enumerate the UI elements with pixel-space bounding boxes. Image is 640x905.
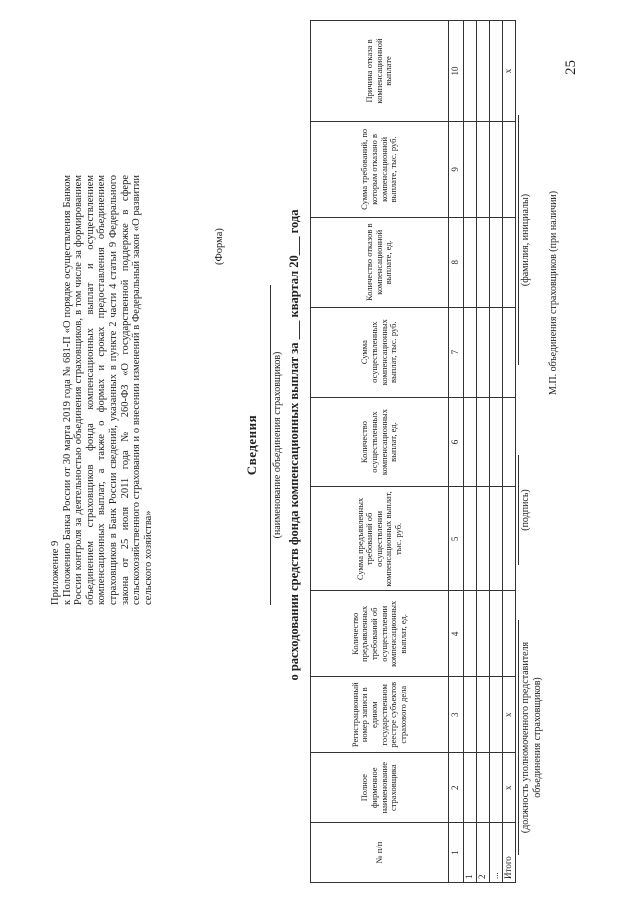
annex-title: Приложение 9 (50, 540, 61, 605)
signature-caption: (подпись) (520, 489, 531, 531)
table-cell (490, 677, 503, 753)
table-cell (464, 677, 477, 753)
table-cell (503, 397, 516, 487)
table-cell (464, 217, 477, 307)
table-cell (490, 591, 503, 677)
table-cell (490, 753, 503, 823)
header-cell: Причина отказа в компенсационной выплате (311, 21, 449, 122)
table-cell (477, 21, 490, 122)
header-cell: Сумма требований, по которым отказано в компенсационной выплате, тыс. руб. (311, 121, 449, 217)
table-row (490, 21, 503, 883)
table-cell (477, 487, 490, 591)
table-cell: 2 (477, 823, 490, 883)
table-cell (477, 753, 490, 823)
table-cell (503, 591, 516, 677)
table-cell: 1 (464, 823, 477, 883)
table-cell (490, 121, 503, 217)
column-number: 4 (449, 591, 464, 677)
annex-block (50, 175, 154, 605)
table-cell (464, 753, 477, 823)
table-cell (464, 121, 477, 217)
signature-line (518, 455, 519, 565)
column-number: 10 (449, 21, 464, 122)
column-number: 8 (449, 217, 464, 307)
column-number: 2 (449, 753, 464, 823)
table-cell (477, 217, 490, 307)
column-number: 7 (449, 307, 464, 397)
header-cell: Регистрационный номер записи в едином государственном реестре субъектов страхового дела (311, 677, 449, 753)
table-cell (503, 487, 516, 591)
table-cell (503, 121, 516, 217)
table-cell (490, 217, 503, 307)
table-cell (490, 397, 503, 487)
table-row (464, 21, 477, 883)
table-cell (490, 487, 503, 591)
table-cell (464, 487, 477, 591)
header-cell: Количество предъявленных требований об осуществлении компенсационных выплат, ед. (311, 591, 449, 677)
table-cell (503, 307, 516, 397)
name-caption: (фамилия, инициалы) (520, 193, 531, 287)
stamp-note: М.П. объединения страховщиков (при наличии) (548, 190, 559, 395)
header-cell: Сумма осуществленных компенсационных выплат, тыс. руб. (311, 307, 449, 397)
column-number: 9 (449, 121, 464, 217)
table-cell (490, 307, 503, 397)
header-cell: Количество отказов в компенсационной выплате, ед. (311, 217, 449, 307)
table-cell (477, 121, 490, 217)
column-number: 6 (449, 397, 464, 487)
table-cell: х (503, 753, 516, 823)
table-cell (464, 397, 477, 487)
report-table (310, 20, 516, 883)
table-cell: Итого (503, 823, 516, 883)
document-subtitle: о расходовании средств фонда компенсационных выплат за ___ квартал 20___ года (287, 209, 301, 681)
annex-text: к Положению Банка России от 30 марта 2019 года № 681-П «О порядке осуществления Банком России контроля за деятельностью объединения страховщиков, в том числе за формированием объединением страховщиков фонда компенсационных выплат и осуществлением компенсационных выплат, а также о формах и сроках предоставления объединением страховщиков в Банк России сведений, указанных в пункте 2 части 4 статьи 9 Федерального закона от 25 июля 2011 года № 260-ФЗ «О государственной поддержке в сфере сельскохозяйственного страхования и о внесении изменений в Федеральный закон «О развитии сельского хозяйства» (61, 175, 154, 605)
header-cell: Полное фирменное наименование страховщика (311, 753, 449, 823)
table-cell (464, 591, 477, 677)
name-signature-line (518, 115, 519, 365)
table-row (477, 21, 490, 883)
table-cell (477, 397, 490, 487)
table-cell: х (503, 21, 516, 122)
position-caption: (должность уполномоченного представителя объединения страховщиков) (520, 641, 543, 834)
form-label: (Форма) (214, 228, 225, 265)
table-cell (477, 307, 490, 397)
document-heading: Сведения (244, 414, 259, 476)
table-cell (464, 21, 477, 122)
table-cell: х (503, 677, 516, 753)
table-cell (503, 217, 516, 307)
org-name-underline (270, 285, 271, 605)
column-number: 1 (449, 823, 464, 883)
column-number-row (449, 21, 464, 883)
column-number: 5 (449, 487, 464, 591)
table-cell (464, 307, 477, 397)
position-signature-line (518, 620, 519, 855)
table-cell (477, 677, 490, 753)
table-cell: ... (490, 823, 503, 883)
header-cell: Сумма предъявленных требований об осуществлении компенсационных выплат, тыс. руб. (311, 487, 449, 591)
org-name-caption: (наименование объединения страховщиков) (272, 351, 283, 539)
column-number: 3 (449, 677, 464, 753)
table-cell (477, 591, 490, 677)
header-cell: № п/п (311, 823, 449, 883)
header-cell: Количество осуществленных компенсационных выплат, ед. (311, 397, 449, 487)
page-number: 25 (563, 60, 579, 75)
table-header-row (311, 21, 449, 883)
table-total-row (503, 21, 516, 883)
table-cell (490, 21, 503, 122)
